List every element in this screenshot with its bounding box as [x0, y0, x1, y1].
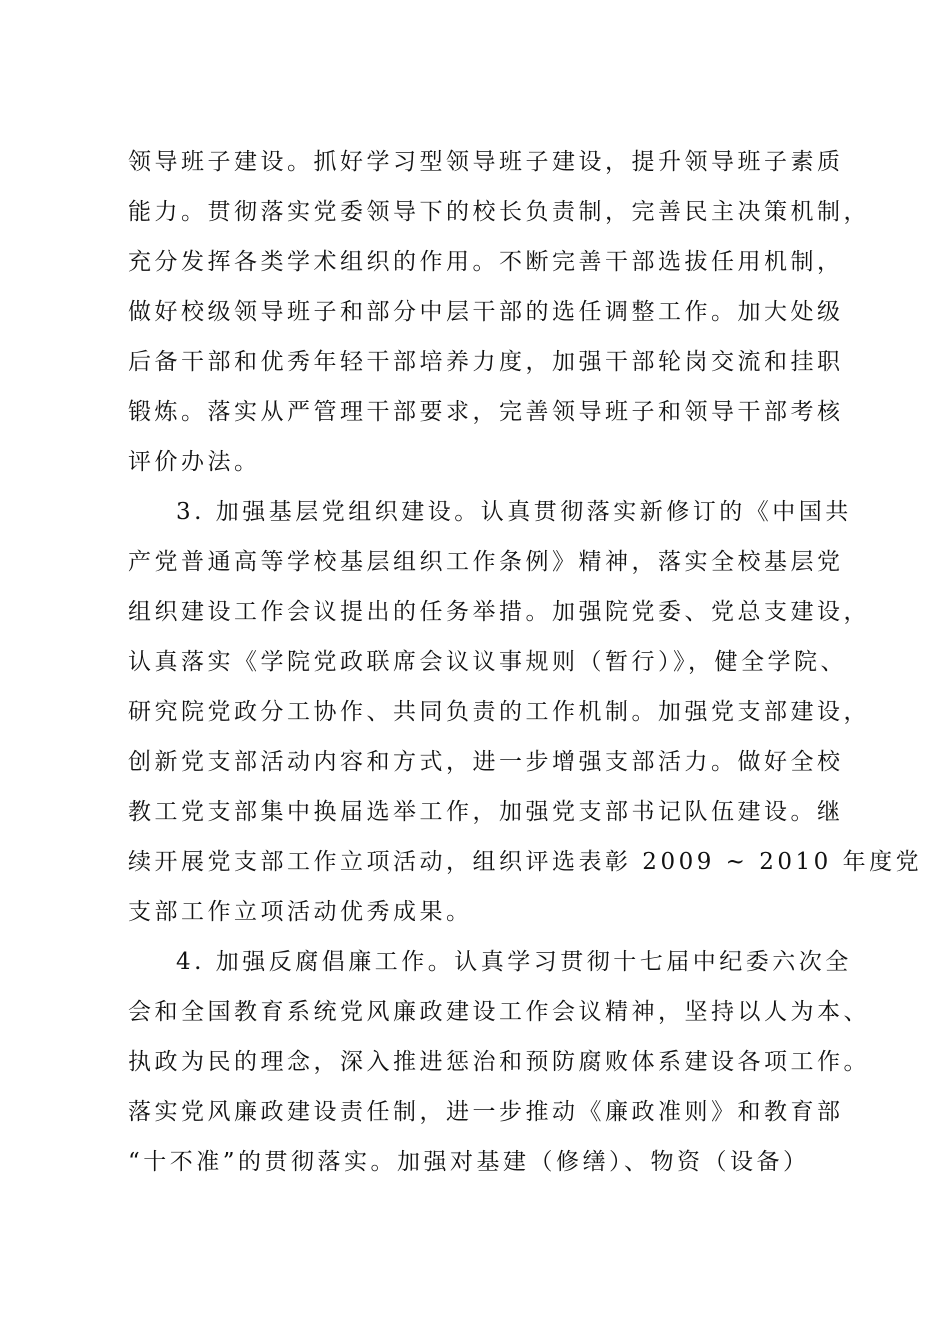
section-heading-line: 4. 加强反腐倡廉工作。认真学习贯彻十七届中纪委六次全 [176, 949, 852, 975]
text-line: 认真落实《学院党政联席会议议事规则（暂行）》，健全学院、 [128, 649, 847, 675]
text-line: 会和全国教育系统党风廉政建设工作会议精神，坚持以人为本、 [128, 999, 870, 1025]
text-line: 领导班子建设。抓好学习型领导班子建设，提升领导班子素质 [128, 149, 844, 175]
section-heading-line: 3. 加强基层党组织建设。认真贯彻落实新修订的《中国共 [176, 499, 852, 525]
text-line: 后备干部和优秀年轻干部培养力度，加强干部轮岗交流和挂职 [128, 349, 844, 375]
text-line: 续开展党支部工作立项活动，组织评选表彰 2009 ~ 2010 年度党 [128, 849, 923, 875]
text-line: 教工党支部集中换届选举工作，加强党支部书记队伍建设。继 [128, 799, 844, 825]
text-line: 产党普通高等学校基层组织工作条例》精神，落实全校基层党 [128, 549, 844, 575]
text-line: 组织建设工作会议提出的任务举措。加强院党委、党总支建设， [128, 599, 870, 625]
text-line: 能力。贯彻落实党委领导下的校长负责制，完善民主决策机制， [128, 199, 870, 225]
text-line: 创新党支部活动内容和方式，进一步增强支部活力。做好全校 [128, 749, 844, 775]
text-line: 执政为民的理念，深入推进惩治和预防腐败体系建设各项工作。 [128, 1049, 870, 1075]
text-line: 研究院党政分工协作、共同负责的工作机制。加强党支部建设， [128, 699, 870, 725]
text-line: 落实党风廉政建设责任制，进一步推动《廉政准则》和教育部 [128, 1099, 844, 1125]
text-line: 充分发挥各类学术组织的作用。不断完善干部选拔任用机制， [128, 249, 844, 275]
text-line: 做好校级领导班子和部分中层干部的选任调整工作。加大处级 [128, 299, 844, 325]
text-line: 锻炼。落实从严管理干部要求，完善领导班子和领导干部考核 [128, 399, 844, 425]
text-line: “十不准”的贯彻落实。加强对基建（修缮）、物资（设备） [128, 1149, 810, 1175]
text-line: 评价办法。 [128, 449, 261, 475]
text-line: 支部工作立项活动优秀成果。 [128, 899, 473, 925]
